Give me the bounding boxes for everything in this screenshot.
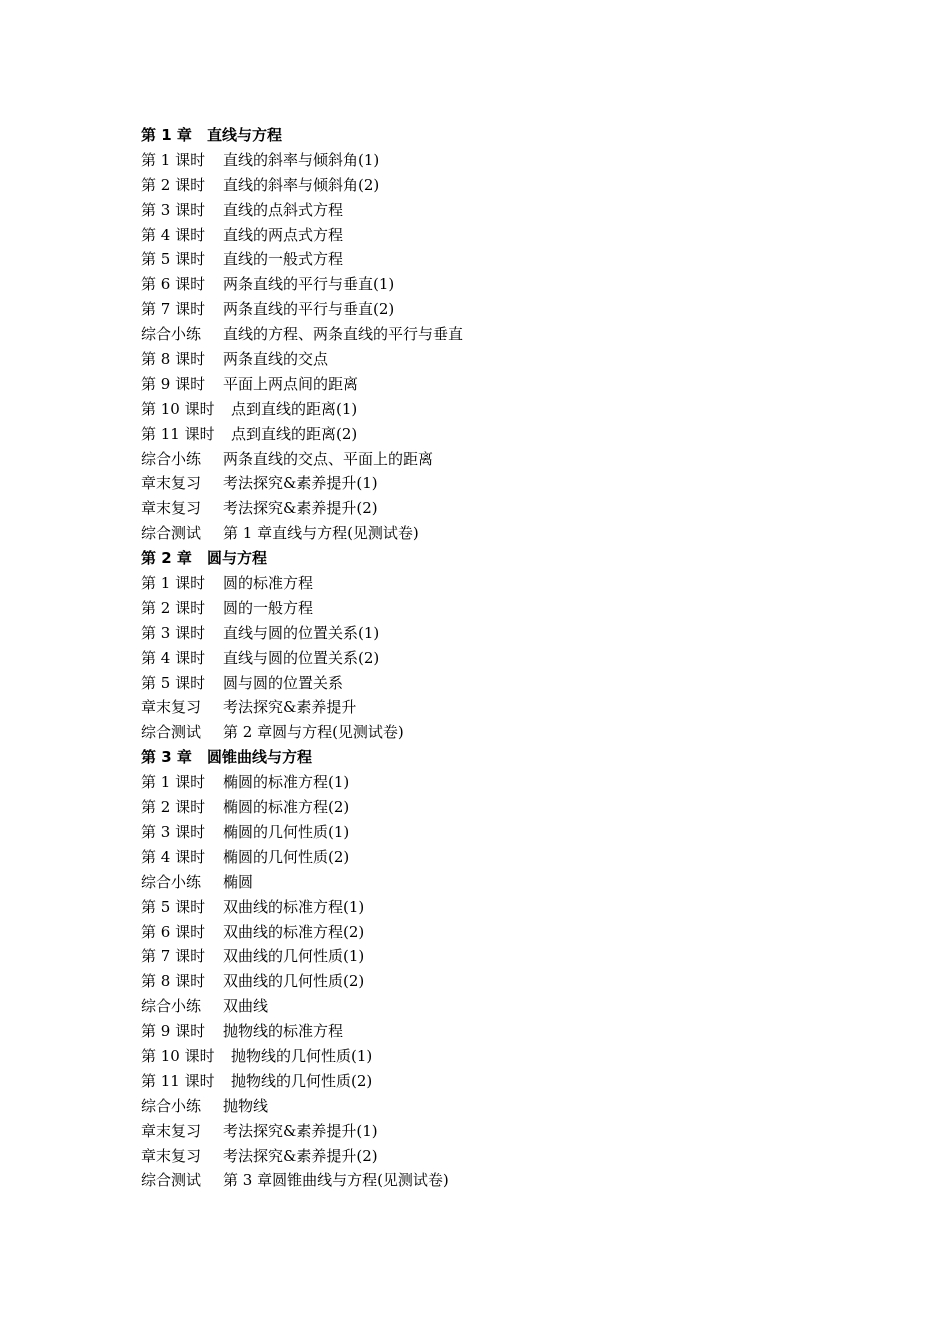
toc-entry: [141, 596, 841, 621]
toc-entry: [141, 920, 841, 945]
toc-entry-label: 第 7 课时: [141, 947, 206, 966]
toc-entry: [141, 845, 841, 870]
toc-entry-title: 椭圆的标准方程(1): [223, 773, 350, 792]
toc-entry-label: 第 2 章: [141, 549, 192, 568]
toc-entry-label: 综合测试: [141, 1171, 202, 1190]
toc-entry-label: 第 6 课时: [141, 922, 206, 941]
toc-entry: [141, 297, 841, 322]
toc-entry-label: 章末复习: [141, 499, 202, 518]
toc-entry: [141, 372, 841, 397]
toc-entry-title: 第 2 章圆与方程(见测试卷): [223, 723, 404, 742]
toc-entry-label: 第 1 章: [141, 126, 192, 144]
toc-entry: [141, 397, 841, 422]
toc-entry: [141, 148, 841, 173]
toc-entry-label: 第 5 课时: [141, 250, 206, 269]
toc-entry: [141, 1069, 841, 1094]
toc-entry-title: 考法探究&素养提升(1): [223, 1121, 378, 1140]
toc-entry-label: 第 3 章: [141, 748, 192, 767]
toc-chapter-heading: [141, 745, 841, 770]
toc-entry: [141, 969, 841, 994]
toc-entry-title: 平面上两点间的距离: [223, 374, 359, 393]
toc-entry-title: 点到直线的距离(1): [231, 399, 358, 418]
toc-entry: [141, 944, 841, 969]
toc-entry-title: 直线与圆的位置关系(1): [223, 623, 380, 642]
toc-entry: [141, 646, 841, 671]
toc-entry-label: 第 4 课时: [141, 225, 206, 244]
toc-entry-label: 第 9 课时: [141, 374, 206, 393]
toc-entry: [141, 223, 841, 248]
toc-entry-label: 第 11 课时: [141, 1071, 215, 1090]
toc-entry: [141, 1144, 841, 1169]
toc-entry-label: 第 2 课时: [141, 798, 206, 817]
toc-entry-title: 双曲线的标准方程(1): [223, 897, 365, 916]
toc-entry-title: 双曲线: [223, 997, 269, 1016]
toc-entry-title: 第 3 章圆锥曲线与方程(见测试卷): [223, 1171, 449, 1190]
toc-entry-title: 椭圆的几何性质(2): [223, 847, 350, 866]
toc-entry: [141, 1094, 841, 1119]
toc-entry-label: 第 3 课时: [141, 623, 206, 642]
toc-entry-title: 椭圆: [223, 872, 254, 891]
toc-entry: [141, 820, 841, 845]
toc-entry-title: 圆的标准方程: [223, 574, 314, 593]
toc-entry-title: 抛物线的几何性质(2): [231, 1071, 373, 1090]
toc-entry-label: 第 5 课时: [141, 897, 206, 916]
toc-entry-title: 直线的方程、两条直线的平行与垂直: [223, 325, 464, 344]
toc-entry-label: 章末复习: [141, 474, 202, 493]
toc-entry-label: 章末复习: [141, 1146, 202, 1165]
toc-entry-label: 章末复习: [141, 1121, 202, 1140]
toc-entry-title: 圆与方程: [207, 549, 268, 568]
toc-entry-label: 第 8 课时: [141, 350, 206, 369]
toc-entry-title: 抛物线: [223, 1096, 269, 1115]
table-of-contents: [141, 123, 841, 1193]
toc-chapter-heading: [141, 123, 841, 148]
toc-entry-title: 两条直线的交点、平面上的距离: [223, 449, 434, 468]
toc-entry-title: 圆与圆的位置关系: [223, 673, 344, 692]
toc-entry-label: 综合小练: [141, 325, 202, 344]
toc-entry: [141, 521, 841, 546]
toc-entry-label: 第 1 课时: [141, 150, 206, 169]
toc-entry-label: 综合测试: [141, 524, 202, 543]
toc-entry-label: 第 4 课时: [141, 847, 206, 866]
toc-entry: [141, 1119, 841, 1144]
toc-entry-title: 直线的两点式方程: [223, 225, 344, 244]
toc-entry-title: 直线的点斜式方程: [223, 200, 344, 219]
toc-entry-title: 双曲线的几何性质(2): [223, 972, 365, 991]
toc-entry-label: 综合测试: [141, 723, 202, 742]
toc-entry-title: 考法探究&素养提升: [223, 698, 357, 717]
toc-entry: [141, 621, 841, 646]
toc-entry-title: 考法探究&素养提升(2): [223, 1146, 378, 1165]
toc-entry-label: 第 1 课时: [141, 574, 206, 593]
toc-entry: [141, 422, 841, 447]
toc-entry: [141, 347, 841, 372]
toc-entry: [141, 247, 841, 272]
toc-entry-title: 两条直线的平行与垂直(1): [223, 275, 395, 294]
toc-entry-label: 第 9 课时: [141, 1022, 206, 1041]
toc-entry-label: 第 3 课时: [141, 822, 206, 841]
toc-entry-label: 第 7 课时: [141, 300, 206, 319]
toc-entry: [141, 994, 841, 1019]
toc-entry-label: 综合小练: [141, 997, 202, 1016]
toc-entry-title: 第 1 章直线与方程(见测试卷): [223, 524, 419, 543]
toc-entry-label: 第 4 课时: [141, 648, 206, 667]
toc-entry-label: 第 2 课时: [141, 598, 206, 617]
toc-entry: [141, 571, 841, 596]
toc-entry-title: 抛物线的几何性质(1): [231, 1046, 373, 1065]
toc-entry: [141, 322, 841, 347]
toc-entry: [141, 471, 841, 496]
toc-entry-label: 第 2 课时: [141, 175, 206, 194]
toc-entry-label: 章末复习: [141, 698, 202, 717]
toc-entry: [141, 671, 841, 696]
toc-entry-title: 两条直线的交点: [223, 350, 329, 369]
toc-entry: [141, 795, 841, 820]
toc-entry-label: 第 8 课时: [141, 972, 206, 991]
toc-entry-title: 两条直线的平行与垂直(2): [223, 300, 395, 319]
toc-entry-label: 第 1 课时: [141, 773, 206, 792]
toc-entry: [141, 695, 841, 720]
toc-entry: [141, 1044, 841, 1069]
toc-entry: [141, 272, 841, 297]
toc-entry-title: 双曲线的几何性质(1): [223, 947, 365, 966]
toc-entry: [141, 447, 841, 472]
toc-entry: [141, 496, 841, 521]
toc-entry: [141, 870, 841, 895]
toc-entry-title: 直线与方程: [207, 126, 283, 144]
toc-entry: [141, 770, 841, 795]
toc-entry-label: 第 3 课时: [141, 200, 206, 219]
toc-entry-label: 综合小练: [141, 872, 202, 891]
toc-chapter-heading: [141, 546, 841, 571]
toc-entry-title: 直线的斜率与倾斜角(1): [223, 150, 380, 169]
toc-entry-title: 考法探究&素养提升(1): [223, 474, 378, 493]
toc-entry: [141, 895, 841, 920]
toc-entry-label: 第 10 课时: [141, 1046, 215, 1065]
toc-entry: [141, 1168, 841, 1193]
toc-entry-title: 考法探究&素养提升(2): [223, 499, 378, 518]
toc-entry-title: 圆的一般方程: [223, 598, 314, 617]
toc-entry: [141, 198, 841, 223]
toc-entry-title: 圆锥曲线与方程: [207, 748, 313, 767]
toc-entry-label: 综合小练: [141, 449, 202, 468]
toc-entry-title: 直线与圆的位置关系(2): [223, 648, 380, 667]
toc-entry-title: 椭圆的标准方程(2): [223, 798, 350, 817]
toc-entry-label: 综合小练: [141, 1096, 202, 1115]
toc-entry-title: 直线的斜率与倾斜角(2): [223, 175, 380, 194]
toc-entry-title: 抛物线的标准方程: [223, 1022, 344, 1041]
toc-entry-label: 第 10 课时: [141, 399, 215, 418]
toc-entry-label: 第 5 课时: [141, 673, 206, 692]
toc-entry-title: 点到直线的距离(2): [231, 424, 358, 443]
toc-entry-label: 第 11 课时: [141, 424, 215, 443]
toc-entry-title: 椭圆的几何性质(1): [223, 822, 350, 841]
toc-entry-title: 双曲线的标准方程(2): [223, 922, 365, 941]
toc-entry: [141, 720, 841, 745]
toc-entry: [141, 1019, 841, 1044]
toc-entry-label: 第 6 课时: [141, 275, 206, 294]
toc-entry-title: 直线的一般式方程: [223, 250, 344, 269]
toc-entry: [141, 173, 841, 198]
